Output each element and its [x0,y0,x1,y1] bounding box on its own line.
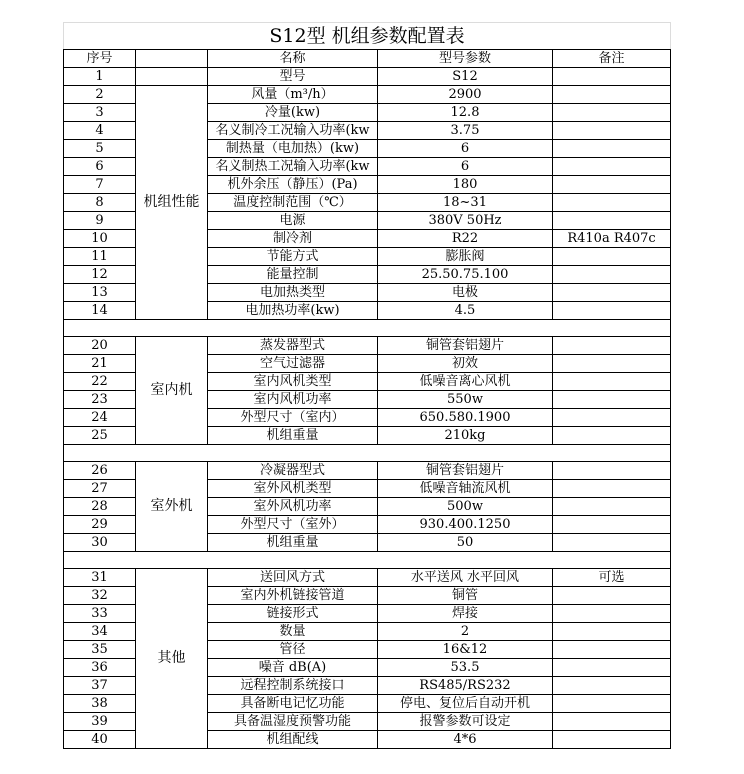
row-name: 名义制热工况输入功率(kw [208,158,378,176]
table-row [64,86,671,104]
row-note [553,659,671,677]
row-name: 管径 [208,641,378,659]
header-seq: 序号 [64,50,136,68]
row-param: 380V 50Hz [378,212,553,230]
row-param: 铜管套铝翅片 [378,337,553,355]
row-name: 噪音 dB(A) [208,659,378,677]
group-unit-performance: 机组性能 [136,86,208,320]
row-name: 制冷剂 [208,230,378,248]
row-param: 4*6 [378,731,553,749]
row-seq: 34 [64,623,136,641]
row-param: 铜管套铝翅片 [378,462,553,480]
row-seq: 29 [64,516,136,534]
row-seq: 1 [64,68,136,86]
row-param: 25.50.75.100 [378,266,553,284]
row-param: 报警参数可设定 [378,713,553,731]
group-other: 其他 [136,569,208,749]
row-note [553,409,671,427]
row-note [553,373,671,391]
row-seq: 27 [64,480,136,498]
row-param: 53.5 [378,659,553,677]
row-name: 室内风机类型 [208,373,378,391]
row-name: 名义制冷工况输入功率(kw [208,122,378,140]
row-note [553,104,671,122]
row-name: 链接形式 [208,605,378,623]
row-name: 机组配线 [208,731,378,749]
row-name: 室外风机功率 [208,498,378,516]
table-title: S12型 机组参数配置表 [64,23,671,50]
row-param: 膨胀阀 [378,248,553,266]
row-note [553,284,671,302]
row-note [553,176,671,194]
row-param: 210kg [378,427,553,445]
header-group [136,50,208,68]
row-param: 500w [378,498,553,516]
row-seq: 13 [64,284,136,302]
spacer-cell [64,552,671,569]
parameter-table [63,22,671,749]
row-param: 低噪音轴流风机 [378,480,553,498]
row-param: 930.400.1250 [378,516,553,534]
row-name: 机外余压（静压）(Pa) [208,176,378,194]
row-name: 空气过滤器 [208,355,378,373]
row-name: 蒸发器型式 [208,337,378,355]
spacer-cell [64,320,671,337]
row-seq: 35 [64,641,136,659]
row-name: 冷凝器型式 [208,462,378,480]
row-seq: 32 [64,587,136,605]
row-name: 电加热类型 [208,284,378,302]
row-param: 12.8 [378,104,553,122]
spacer-row [64,445,671,462]
row-param: 16&12 [378,641,553,659]
header-param: 型号参数 [378,50,553,68]
row-note [553,248,671,266]
row-note [553,516,671,534]
row-name: 外型尺寸（室外） [208,516,378,534]
row-seq: 4 [64,122,136,140]
group-outdoor-unit: 室外机 [136,462,208,552]
row-note [553,212,671,230]
row-param: 焊接 [378,605,553,623]
row-seq: 8 [64,194,136,212]
row-note: R410a R407c [553,230,671,248]
row-param: 水平送风 水平回风 [378,569,553,587]
row-param: 电极 [378,284,553,302]
row-note [553,605,671,623]
row-name: 电源 [208,212,378,230]
spacer-row [64,552,671,569]
row-param: 铜管 [378,587,553,605]
row-note [553,713,671,731]
row-param: 4.5 [378,302,553,320]
row-note [553,695,671,713]
row-name: 具备温湿度预警功能 [208,713,378,731]
row-note [553,355,671,373]
row-seq: 30 [64,534,136,552]
table-row [64,337,671,355]
row-name: 温度控制范围（℃） [208,194,378,212]
row-seq: 37 [64,677,136,695]
row-seq: 6 [64,158,136,176]
row-seq: 5 [64,140,136,158]
row-param: 2 [378,623,553,641]
row-seq: 21 [64,355,136,373]
row-param: 低噪音离心风机 [378,373,553,391]
row-param: 3.75 [378,122,553,140]
row-name: 室内外机链接管道 [208,587,378,605]
row-param: 50 [378,534,553,552]
row-name: 外型尺寸（室内） [208,409,378,427]
row-seq: 23 [64,391,136,409]
spacer-cell [64,445,671,462]
row-seq: 33 [64,605,136,623]
group-indoor-unit: 室内机 [136,337,208,445]
row-param: 6 [378,158,553,176]
row-param: 初效 [378,355,553,373]
row-seq: 24 [64,409,136,427]
row-name: 送回风方式 [208,569,378,587]
row-seq: 31 [64,569,136,587]
header-name: 名称 [208,50,378,68]
spacer-row [64,320,671,337]
row-param: 180 [378,176,553,194]
row-name: 风量（m³/h） [208,86,378,104]
row-note: 可选 [553,569,671,587]
row-name: 具备断电记忆功能 [208,695,378,713]
row-note [553,158,671,176]
row-seq: 22 [64,373,136,391]
row-note [553,462,671,480]
table-row [64,462,671,480]
row-name: 电加热功率(kw) [208,302,378,320]
row-name: 制热量（电加热）(kw) [208,140,378,158]
row-seq: 3 [64,104,136,122]
row-note [553,140,671,158]
row-note [553,731,671,749]
row-seq: 40 [64,731,136,749]
row-param: RS485/RS232 [378,677,553,695]
row-note [553,534,671,552]
row-note [553,302,671,320]
table-row [64,569,671,587]
row-note [553,480,671,498]
row-seq: 10 [64,230,136,248]
row-param: 650.580.1900 [378,409,553,427]
row-seq: 26 [64,462,136,480]
row-seq: 14 [64,302,136,320]
row-name: 能量控制 [208,266,378,284]
row-name: 机组重量 [208,534,378,552]
row-seq: 11 [64,248,136,266]
row-param: R22 [378,230,553,248]
row-seq: 7 [64,176,136,194]
title-row [64,23,671,50]
row-note [553,68,671,86]
row-param: 550w [378,391,553,409]
row-note [553,122,671,140]
row-seq: 20 [64,337,136,355]
row-note [553,623,671,641]
row-note [553,587,671,605]
row-note [553,427,671,445]
row-seq: 2 [64,86,136,104]
row-seq: 25 [64,427,136,445]
row-seq: 9 [64,212,136,230]
row-note [553,86,671,104]
row-name: 室外风机类型 [208,480,378,498]
row-param: S12 [378,68,553,86]
row-name: 室内风机功率 [208,391,378,409]
row-seq: 12 [64,266,136,284]
row-note [553,677,671,695]
table-row [64,68,671,86]
header-note: 备注 [553,50,671,68]
header-row [64,50,671,68]
row-seq: 28 [64,498,136,516]
row-seq: 39 [64,713,136,731]
row-name: 节能方式 [208,248,378,266]
row-note [553,391,671,409]
row-group-blank [136,68,208,86]
row-note [553,194,671,212]
row-name: 数量 [208,623,378,641]
row-note [553,498,671,516]
row-name: 冷量(kw) [208,104,378,122]
row-note [553,337,671,355]
row-param: 6 [378,140,553,158]
row-param: 18~31 [378,194,553,212]
row-note [553,641,671,659]
row-note [553,266,671,284]
row-name: 机组重量 [208,427,378,445]
row-seq: 38 [64,695,136,713]
row-param: 2900 [378,86,553,104]
row-name: 型号 [208,68,378,86]
row-name: 远程控制系统接口 [208,677,378,695]
row-seq: 36 [64,659,136,677]
row-param: 停电、复位后自动开机 [378,695,553,713]
